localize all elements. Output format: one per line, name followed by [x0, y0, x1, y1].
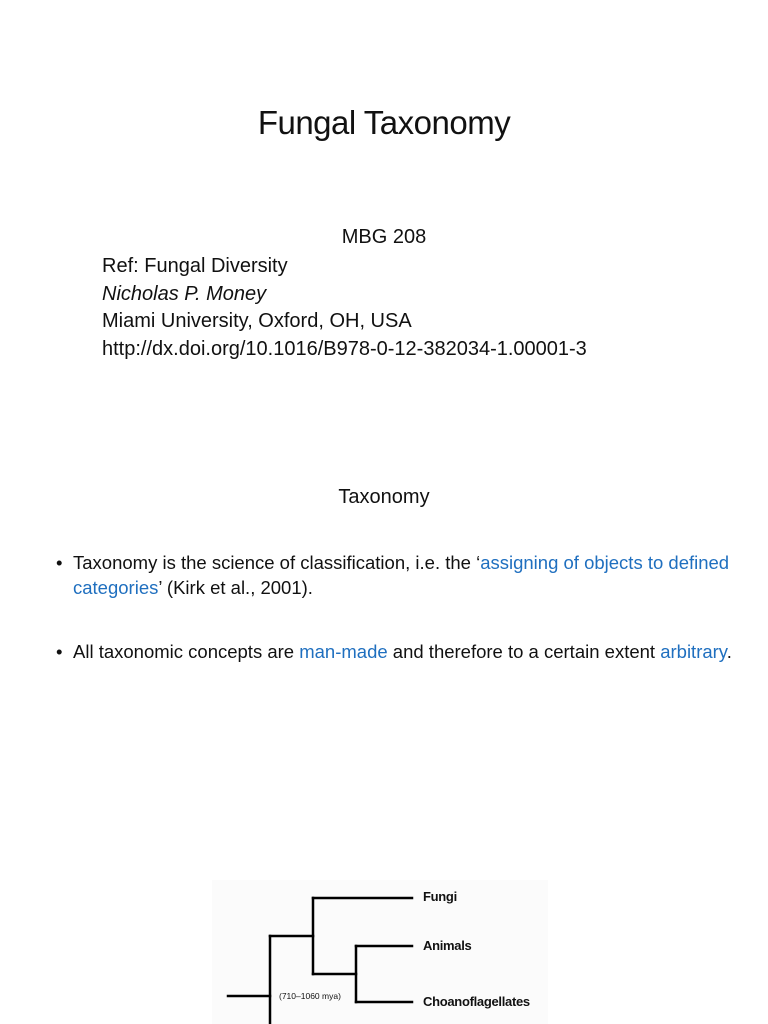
- bullet-text: .: [726, 641, 732, 662]
- author-name: Nicholas P. Money: [102, 282, 267, 305]
- bullet-text: All taxonomic concepts are: [73, 641, 300, 662]
- author-affiliation: Miami University, Oxford, OH, USA: [102, 310, 412, 332]
- tree-leaf-choanoflagellates: Choanoflagellates: [423, 994, 530, 1009]
- slide-title: [0, 0, 768, 430]
- course-code: MBG 208: [341, 226, 427, 248]
- tree-leaf-fungi: Fungi: [423, 889, 457, 904]
- bullet-text: ’ (Kirk et al., 2001).: [158, 577, 313, 598]
- bullet-text: and therefore to a certain extent: [387, 641, 661, 662]
- reference-line: Ref: Fungal Diversity: [102, 255, 288, 277]
- bullet-definition: [56, 550, 733, 600]
- bullet-text: Taxonomy is the science of classification, i.e. the ‘: [73, 552, 481, 573]
- slide-title-heading: Fungal Taxonomy: [257, 104, 511, 141]
- highlight-text: arbitrary: [660, 641, 727, 662]
- slide-heading: Taxonomy: [338, 486, 430, 508]
- slide-taxonomy: [0, 430, 768, 860]
- bullet-dot: •: [56, 552, 63, 573]
- bullet-dot: •: [56, 641, 63, 662]
- highlight-text: assigning of objects to defined categories: [73, 552, 730, 598]
- highlight-text: man-made: [299, 641, 388, 662]
- tree-leaf-animals: Animals: [423, 938, 472, 953]
- reference-block: [102, 253, 587, 363]
- bullet-concepts: [56, 639, 733, 664]
- node-age-label: (710–1060 mya): [279, 991, 341, 1001]
- doi-link[interactable]: http://dx.doi.org/10.1016/B978-0-12-382034-1.00001-3: [102, 337, 587, 360]
- slide-phylogeny: [0, 860, 768, 1024]
- phylogenetic-tree: [0, 860, 768, 1024]
